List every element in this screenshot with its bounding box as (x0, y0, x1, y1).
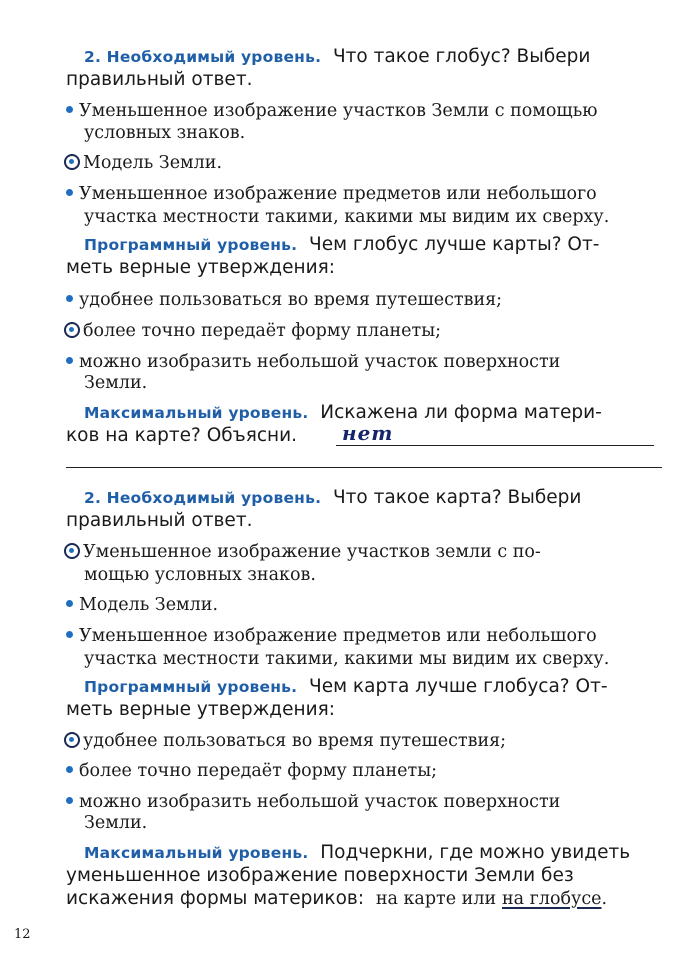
bullet-icon (66, 631, 73, 638)
s1-q1-option-1-cont (84, 122, 245, 144)
s2-q2-question-1: Чем карта лучше глобуса? От- (309, 676, 608, 697)
section-divider (66, 467, 662, 468)
s2-q3-question-line2 (66, 865, 574, 887)
s1-q3-handwritten-answer: нет (342, 421, 394, 445)
bullet-icon (66, 766, 73, 773)
s2-q1-question-2: правильный ответ. (66, 510, 253, 531)
selected-marker-icon (64, 732, 80, 748)
page-number: 12 (14, 927, 31, 942)
s1-q2-level: Программный уровень. (84, 236, 298, 254)
s1-q3-level: Максимальный уровень. (84, 404, 309, 422)
option-text: участка местности такими, какими мы видим их сверху. (84, 207, 610, 227)
s2-q2-level: Программный уровень. (84, 678, 298, 696)
s1-q2-question-line2 (66, 257, 335, 279)
selected-marker-icon (64, 543, 80, 559)
s1-q1-title-line (84, 46, 590, 68)
s2-q1-question-line2 (66, 510, 252, 532)
s2-q2-option-1[interactable] (64, 730, 506, 752)
s2-q1-title-line (84, 487, 581, 509)
underlined-answer[interactable]: на глобусе (502, 889, 602, 909)
s2-q3-question-2: уменьшенное изображение поверхности Земли без (66, 865, 574, 886)
s1-q3-question-1: Искажена ли форма матери- (320, 402, 602, 423)
answer-prefix: на карте или (375, 889, 497, 909)
bullet-icon (66, 357, 73, 364)
s1-q3-question-line2 (66, 425, 297, 447)
s2-q3-title-line (84, 842, 630, 864)
bullet-icon (66, 295, 73, 302)
s1-q2-question-1: Чем глобус лучше карты? От- (309, 234, 600, 255)
s1-q2-option-2[interactable] (64, 320, 441, 342)
s2-q3-question-line3 (66, 888, 607, 910)
s2-q2-question-line2 (66, 699, 335, 721)
bullet-icon (66, 600, 73, 607)
answer-line[interactable] (336, 445, 654, 446)
s2-q3-level: Максимальный уровень. (84, 844, 309, 862)
s1-q1-question-2: правильный ответ. (66, 69, 253, 90)
s1-q2-option-3[interactable] (66, 351, 560, 373)
s2-q1-option-1-cont (84, 564, 316, 586)
s2-q3-question-3: искажения формы материков: (66, 888, 365, 909)
s1-q1-level: 2. Необходимый уровень. (84, 48, 322, 66)
selected-marker-icon (64, 154, 80, 170)
s2-q2-option-3-cont (84, 812, 147, 834)
option-text: участка местности такими, какими мы видим их сверху. (84, 649, 610, 669)
option-text: удобнее пользоваться во время путешествия; (79, 290, 503, 310)
bullet-icon (66, 797, 73, 804)
s1-q1-question-1: Что такое глобус? Выбери (332, 46, 591, 67)
s1-q2-question-2: меть верные утверждения: (66, 257, 335, 278)
option-text: Модель Земли. (83, 153, 223, 173)
s2-q2-question-2: меть верные утверждения: (66, 699, 335, 720)
s1-q2-option-3-cont (84, 372, 147, 394)
option-text: более точно передаёт форму планеты; (79, 761, 438, 781)
s2-q1-option-3-cont (84, 648, 609, 670)
s1-q1-option-1[interactable] (66, 100, 597, 122)
selected-marker-icon (64, 322, 80, 338)
s1-q2-option-1[interactable] (66, 289, 502, 311)
option-text: более точно передаёт форму планеты; (83, 321, 442, 341)
s1-q1-option-2[interactable] (64, 152, 222, 174)
s2-q1-option-3[interactable] (66, 625, 597, 647)
s2-q1-question-1: Что такое карта? Выбери (332, 487, 582, 508)
option-text: Модель Земли. (79, 595, 219, 615)
s2-q1-level: 2. Необходимый уровень. (84, 489, 322, 507)
bullet-icon (66, 189, 73, 196)
option-text: Уменьшенное изображение участков земли с по- (83, 542, 541, 562)
s1-q1-option-3[interactable] (66, 183, 597, 205)
bullet-icon (66, 106, 73, 113)
s1-q2-title-line (84, 234, 599, 256)
option-text: удобнее пользоваться во время путешествия; (83, 731, 507, 751)
s2-q2-option-3[interactable] (66, 791, 560, 813)
option-text: мощью условных знаков. (84, 565, 316, 585)
option-text: можно изобразить небольшой участок поверхности (79, 792, 561, 812)
s1-q1-option-3-cont (84, 206, 609, 228)
s2-q1-option-1[interactable] (64, 541, 541, 563)
answer-suffix: . (601, 889, 608, 909)
s2-q2-title-line (84, 676, 608, 698)
s2-q3-question-1: Подчеркни, где можно увидеть (320, 842, 631, 863)
option-text: Земли. (84, 813, 148, 833)
s1-q3-question-2: ков на карте? Объясни. (66, 425, 298, 446)
option-text: можно изобразить небольшой участок поверхности (79, 352, 561, 372)
s2-q2-option-2[interactable] (66, 760, 437, 782)
option-text: условных знаков. (84, 123, 246, 143)
option-text: Уменьшенное изображение предметов или небольшого (79, 184, 597, 204)
option-text: Уменьшенное изображение участков Земли с помощью (79, 101, 598, 121)
s1-q1-question-line2 (66, 69, 252, 91)
option-text: Земли. (84, 373, 148, 393)
option-text: Уменьшенное изображение предметов или небольшого (79, 626, 597, 646)
s2-q1-option-2[interactable] (66, 594, 218, 616)
